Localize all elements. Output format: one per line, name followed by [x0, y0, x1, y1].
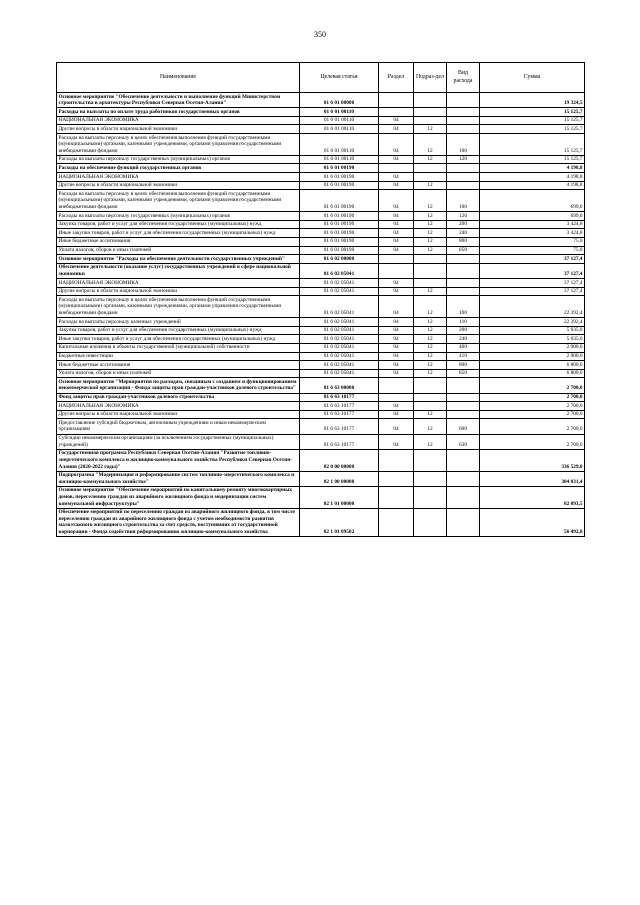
- row-subsection-cell: [414, 402, 447, 411]
- table-row: [57, 486, 585, 508]
- row-sum-cell: 5 035,0: [480, 335, 585, 344]
- row-name-cell: Основное мероприятие "Расходы на обеспечение деятельности государственных учреждений": [57, 255, 300, 264]
- row-kind-cell: [447, 116, 480, 125]
- row-code-cell: 01 6 01 00110: [300, 134, 379, 156]
- row-sum-cell: 6 800,0: [480, 361, 585, 370]
- table-row: [57, 220, 585, 229]
- row-subsection-cell: [414, 108, 447, 117]
- row-code-cell: 01 6 02 05041: [300, 343, 379, 352]
- row-code-cell: 02 1 01 09502: [300, 508, 379, 536]
- row-section-cell: [379, 108, 414, 117]
- row-subsection-cell: 12: [414, 229, 447, 238]
- table-row: [57, 287, 585, 296]
- row-sum-cell: 5 035,0: [480, 326, 585, 335]
- row-name-cell: Расходы на выплаты персоналу в целях обеспечения выполнения функций государственными (муниципальными) органами, казенными учреждениями, органами управления государственными внебюджетными фондами: [57, 134, 300, 156]
- row-code-cell: 02 1 00 00000: [300, 471, 379, 486]
- row-code-cell: 01 6 02 05041: [300, 287, 379, 296]
- row-name-cell: НАЦИОНАЛЬНАЯ ЭКОНОМИКА: [57, 116, 300, 125]
- row-sum-cell: 37 127,4: [480, 255, 585, 264]
- row-name-cell: НАЦИОНАЛЬНАЯ ЭКОНОМИКА: [57, 402, 300, 411]
- row-name-cell: Фонд защиты прав граждан-участников долевого строительства: [57, 393, 300, 402]
- row-kind-cell: [447, 108, 480, 117]
- row-sum-cell: 15 125,7: [480, 155, 585, 164]
- row-sum-cell: 3 424,8: [480, 229, 585, 238]
- row-code-cell: 01 6 01 00190: [300, 173, 379, 182]
- budget-table: [56, 62, 585, 537]
- row-kind-cell: [447, 378, 480, 393]
- row-section-cell: [379, 263, 414, 278]
- table-row: [57, 164, 585, 173]
- table-row: [57, 471, 585, 486]
- row-code-cell: 01 6 63 10177: [300, 393, 379, 402]
- row-kind-cell: [447, 93, 480, 108]
- row-code-cell: 01 6 01 00190: [300, 246, 379, 255]
- table-row: [57, 369, 585, 378]
- row-sum-cell: 2 700,0: [480, 419, 585, 434]
- row-code-cell: 01 6 63 10177: [300, 434, 379, 449]
- row-kind-cell: [447, 508, 480, 536]
- row-code-cell: 02 1 01 00000: [300, 486, 379, 508]
- row-name-cell: Предоставление субсидий бюджетным, автономным учреждениям и иным некоммерческим организациям: [57, 419, 300, 434]
- row-name-cell: Расходы на обеспечение функций государственных органов: [57, 164, 300, 173]
- row-subsection-cell: 12: [414, 181, 447, 190]
- row-name-cell: Государственная программа Республики Северная Осетия-Алания "Развитие топливно-энергетического комплекса и жилищно-коммунального хозяйства Республики Северная Осетия-Алания (2020-2022 годы)": [57, 449, 300, 471]
- row-name-cell: Капитальные вложения в объекты государственной (муниципальной) собственности: [57, 343, 300, 352]
- row-code-cell: 01 6 63 10177: [300, 419, 379, 434]
- row-sum-cell: 15 125,7: [480, 125, 585, 134]
- row-kind-cell: 240: [447, 229, 480, 238]
- row-subsection-cell: [414, 508, 447, 536]
- row-code-cell: 01 6 01 00190: [300, 181, 379, 190]
- row-kind-cell: [447, 393, 480, 402]
- row-subsection-cell: 12: [414, 434, 447, 449]
- row-name-cell: Расходы на выплаты персоналу государственных (муниципальных) органов: [57, 212, 300, 221]
- row-subsection-cell: 12: [414, 220, 447, 229]
- row-code-cell: 01 6 02 05041: [300, 352, 379, 361]
- row-kind-cell: 200: [447, 220, 480, 229]
- row-code-cell: 01 6 01 00000: [300, 93, 379, 108]
- row-section-cell: [379, 93, 414, 108]
- row-kind-cell: 800: [447, 237, 480, 246]
- row-section-cell: 04: [379, 181, 414, 190]
- row-name-cell: Иные закупки товаров, работ и услуг для обеспечения государственных (муниципальных) нужд: [57, 229, 300, 238]
- row-code-cell: 01 6 01 00190: [300, 237, 379, 246]
- table-row: [57, 93, 585, 108]
- row-name-cell: Обеспечение мероприятий по переселению граждан из аварийного жилищного фонда, в том числе переселению граждан из аварийного жилищного фонда с учетом необходимости развития малоэтажного жилищного строительства за счет средств, поступивших от государственной корпорации - Фонда содействия реформированию жилищно-коммунального хозяйства: [57, 508, 300, 536]
- table-row: [57, 246, 585, 255]
- row-subsection-cell: [414, 263, 447, 278]
- row-sum-cell: 2 700,0: [480, 378, 585, 393]
- row-sum-cell: 37 127,4: [480, 263, 585, 278]
- row-kind-cell: 110: [447, 318, 480, 327]
- row-kind-cell: [447, 181, 480, 190]
- row-section-cell: [379, 393, 414, 402]
- row-kind-cell: [447, 287, 480, 296]
- row-kind-cell: [447, 173, 480, 182]
- row-sum-cell: 2 700,0: [480, 393, 585, 402]
- row-section-cell: 04: [379, 343, 414, 352]
- row-section-cell: 04: [379, 155, 414, 164]
- row-name-cell: НАЦИОНАЛЬНАЯ ЭКОНОМИКА: [57, 279, 300, 288]
- row-kind-cell: 850: [447, 246, 480, 255]
- table-row: [57, 343, 585, 352]
- row-name-cell: Подпрограмма "Модернизация и реформирование систем топливно-энергетического комплекса и жилищно-коммунального хозяйства": [57, 471, 300, 486]
- row-section-cell: 04: [379, 134, 414, 156]
- row-kind-cell: [447, 410, 480, 419]
- row-name-cell: Расходы на выплаты персоналу в целях обеспечения выполнения функций государственными (муниципальными) органами, казенными учреждениями, органами управления государственными внебюджетными фондами: [57, 190, 300, 212]
- row-section-cell: 04: [379, 318, 414, 327]
- row-subsection-cell: 12: [414, 326, 447, 335]
- row-section-cell: 04: [379, 173, 414, 182]
- table-row: [57, 279, 585, 288]
- row-name-cell: Уплата налогов, сборов и иных платежей: [57, 246, 300, 255]
- table-row: [57, 378, 585, 393]
- row-section-cell: [379, 378, 414, 393]
- row-kind-cell: [447, 255, 480, 264]
- row-sum-cell: 75,0: [480, 237, 585, 246]
- table-row: [57, 449, 585, 471]
- row-sum-cell: 82 093,5: [480, 486, 585, 508]
- row-kind-cell: [447, 279, 480, 288]
- row-section-cell: 04: [379, 246, 414, 255]
- table-row: [57, 212, 585, 221]
- page-number: 350: [314, 30, 326, 39]
- row-code-cell: 01 6 02 05041: [300, 326, 379, 335]
- row-section-cell: 04: [379, 296, 414, 318]
- row-code-cell: 01 6 01 00110: [300, 125, 379, 134]
- row-subsection-cell: [414, 279, 447, 288]
- row-sum-cell: 4 198,8: [480, 181, 585, 190]
- table-row: [57, 173, 585, 182]
- table-row: [57, 326, 585, 335]
- row-code-cell: 01 6 01 00190: [300, 220, 379, 229]
- row-sum-cell: 2 700,0: [480, 410, 585, 419]
- row-kind-cell: 120: [447, 155, 480, 164]
- row-subsection-cell: 12: [414, 190, 447, 212]
- row-sum-cell: 699,0: [480, 190, 585, 212]
- row-kind-cell: [447, 125, 480, 134]
- row-kind-cell: 100: [447, 190, 480, 212]
- table-body: [57, 93, 585, 537]
- row-section-cell: 04: [379, 335, 414, 344]
- row-name-cell: Расходы на выплаты персоналу казенных учреждений: [57, 318, 300, 327]
- row-kind-cell: 630: [447, 434, 480, 449]
- row-kind-cell: [447, 164, 480, 173]
- row-kind-cell: 100: [447, 134, 480, 156]
- row-subsection-cell: [414, 116, 447, 125]
- row-name-cell: Закупка товаров, работ и услуг для обеспечения государственных (муниципальных) нужд: [57, 220, 300, 229]
- table-row: [57, 229, 585, 238]
- row-section-cell: 04: [379, 212, 414, 221]
- row-kind-cell: 100: [447, 296, 480, 318]
- header-section: Раздел: [379, 63, 414, 93]
- header-code: Целевая статья: [300, 63, 379, 93]
- row-name-cell: Уплата налогов, сборов и иных платежей: [57, 369, 300, 378]
- row-code-cell: 01 6 01 00190: [300, 229, 379, 238]
- row-kind-cell: 200: [447, 326, 480, 335]
- row-sum-cell: 2 900,0: [480, 352, 585, 361]
- row-subsection-cell: 12: [414, 155, 447, 164]
- row-sum-cell: 19 324,5: [480, 93, 585, 108]
- row-kind-cell: 120: [447, 212, 480, 221]
- row-sum-cell: 37 127,4: [480, 287, 585, 296]
- row-code-cell: 01 6 02 05041: [300, 279, 379, 288]
- table-row: [57, 237, 585, 246]
- row-kind-cell: 600: [447, 419, 480, 434]
- row-name-cell: Субсидии некоммерческим организациям (за исключением государственных (муниципальных) учреждений): [57, 434, 300, 449]
- row-subsection-cell: [414, 255, 447, 264]
- row-code-cell: 01 6 02 05041: [300, 361, 379, 370]
- row-sum-cell: 2 700,0: [480, 434, 585, 449]
- table-row: [57, 155, 585, 164]
- row-sum-cell: 304 031,4: [480, 471, 585, 486]
- row-section-cell: 04: [379, 116, 414, 125]
- row-code-cell: 01 6 02 05041: [300, 296, 379, 318]
- row-subsection-cell: [414, 449, 447, 471]
- row-code-cell: 02 0 00 00000: [300, 449, 379, 471]
- row-name-cell: Расходы на выплаты по оплате труда работников государственных органов: [57, 108, 300, 117]
- row-subsection-cell: [414, 486, 447, 508]
- row-subsection-cell: [414, 378, 447, 393]
- row-sum-cell: 4 198,8: [480, 164, 585, 173]
- table-row: [57, 361, 585, 370]
- row-subsection-cell: [414, 173, 447, 182]
- row-sum-cell: 15 125,7: [480, 116, 585, 125]
- row-section-cell: 04: [379, 419, 414, 434]
- row-code-cell: 01 6 02 00000: [300, 255, 379, 264]
- row-sum-cell: 37 127,4: [480, 279, 585, 288]
- table-row: [57, 318, 585, 327]
- row-code-cell: 01 6 01 00190: [300, 190, 379, 212]
- row-sum-cell: 2 900,0: [480, 343, 585, 352]
- row-section-cell: [379, 164, 414, 173]
- row-code-cell: 01 6 63 00000: [300, 378, 379, 393]
- row-name-cell: Другие вопросы в области национальной экономики: [57, 287, 300, 296]
- row-code-cell: 01 6 01 00110: [300, 155, 379, 164]
- table-row: [57, 181, 585, 190]
- row-name-cell: Иные закупки товаров, работ и услуг для обеспечения государственных (муниципальных) нужд: [57, 335, 300, 344]
- row-sum-cell: 699,0: [480, 212, 585, 221]
- table-row: [57, 402, 585, 411]
- row-section-cell: [379, 449, 414, 471]
- table-row: [57, 296, 585, 318]
- table-row: [57, 352, 585, 361]
- row-section-cell: [379, 255, 414, 264]
- table-row: [57, 263, 585, 278]
- row-kind-cell: [447, 263, 480, 278]
- row-section-cell: 04: [379, 237, 414, 246]
- row-kind-cell: 850: [447, 369, 480, 378]
- row-section-cell: [379, 508, 414, 536]
- row-name-cell: Обеспечение деятельности (оказание услуг) государственных учреждений в сфере национальной экономики: [57, 263, 300, 278]
- row-name-cell: Иные бюджетные ассигнования: [57, 237, 300, 246]
- table-row: [57, 335, 585, 344]
- table-row: [57, 393, 585, 402]
- row-sum-cell: 2 700,0: [480, 402, 585, 411]
- row-sum-cell: 4 198,8: [480, 173, 585, 182]
- table-row: [57, 190, 585, 212]
- row-subsection-cell: 12: [414, 361, 447, 370]
- row-code-cell: 01 6 02 05041: [300, 263, 379, 278]
- row-sum-cell: 6 800,0: [480, 369, 585, 378]
- row-section-cell: [379, 471, 414, 486]
- row-name-cell: Другие вопросы в области национальной экономики: [57, 181, 300, 190]
- row-name-cell: Расходы на выплаты персоналу государственных (муниципальных) органов: [57, 155, 300, 164]
- row-code-cell: 01 6 63 10177: [300, 402, 379, 411]
- row-code-cell: 01 6 02 05041: [300, 369, 379, 378]
- row-section-cell: 04: [379, 434, 414, 449]
- row-name-cell: Закупка товаров, работ и услуг для обеспечения государственных (муниципальных) нужд: [57, 326, 300, 335]
- table-row: [57, 419, 585, 434]
- row-name-cell: Основное мероприятие "Обеспечение мероприятий по капитальному ремонту многоквартирных домов, переселению граждан из аварийного жилищного фонда и модернизации систем коммунальной инфраструктуры": [57, 486, 300, 508]
- header-kind: Вид расхода: [447, 63, 480, 93]
- row-sum-cell: 15 125,7: [480, 134, 585, 156]
- row-subsection-cell: 12: [414, 335, 447, 344]
- row-kind-cell: 800: [447, 361, 480, 370]
- row-subsection-cell: 12: [414, 318, 447, 327]
- table-row: [57, 134, 585, 156]
- row-subsection-cell: 12: [414, 296, 447, 318]
- row-subsection-cell: 12: [414, 343, 447, 352]
- row-kind-cell: 240: [447, 335, 480, 344]
- row-subsection-cell: [414, 393, 447, 402]
- row-subsection-cell: 12: [414, 237, 447, 246]
- row-name-cell: Иные бюджетные ассигнования: [57, 361, 300, 370]
- row-kind-cell: [447, 402, 480, 411]
- row-code-cell: 01 6 01 00110: [300, 108, 379, 117]
- row-section-cell: 04: [379, 279, 414, 288]
- row-name-cell: Основное мероприятие "Обеспечение деятельности и выполнение функций Министерством строительства и архитектуры Республики Северная Осетия-Алания": [57, 93, 300, 108]
- row-kind-cell: [447, 449, 480, 471]
- row-section-cell: 04: [379, 287, 414, 296]
- row-subsection-cell: 12: [414, 246, 447, 255]
- row-subsection-cell: [414, 93, 447, 108]
- row-subsection-cell: 12: [414, 410, 447, 419]
- row-subsection-cell: 12: [414, 369, 447, 378]
- row-kind-cell: [447, 471, 480, 486]
- row-section-cell: [379, 486, 414, 508]
- row-name-cell: Другие вопросы в области национальной экономики: [57, 125, 300, 134]
- row-sum-cell: 22 392,4: [480, 296, 585, 318]
- row-section-cell: 04: [379, 190, 414, 212]
- row-sum-cell: 56 492,8: [480, 508, 585, 536]
- table-row: [57, 410, 585, 419]
- table-row: [57, 434, 585, 449]
- header-name: Наименование: [57, 63, 300, 93]
- row-sum-cell: 3 424,8: [480, 220, 585, 229]
- row-code-cell: 01 6 01 00190: [300, 212, 379, 221]
- row-section-cell: 04: [379, 229, 414, 238]
- row-kind-cell: [447, 486, 480, 508]
- row-subsection-cell: 12: [414, 419, 447, 434]
- row-subsection-cell: 12: [414, 212, 447, 221]
- row-code-cell: 01 6 02 05041: [300, 335, 379, 344]
- row-code-cell: 01 6 01 00190: [300, 164, 379, 173]
- row-section-cell: 04: [379, 220, 414, 229]
- row-section-cell: 04: [379, 410, 414, 419]
- table-row: [57, 108, 585, 117]
- row-subsection-cell: 12: [414, 352, 447, 361]
- header-subsection: Подраз-дел: [414, 63, 447, 93]
- row-name-cell: Расходы на выплаты персоналу в целях обеспечения выполнения функций государственными (муниципальными) органами, казенными учреждениями, органами управления государственными внебюджетными фондами: [57, 296, 300, 318]
- row-section-cell: 04: [379, 125, 414, 134]
- row-name-cell: Бюджетные инвестиции: [57, 352, 300, 361]
- row-sum-cell: 15 125,7: [480, 108, 585, 117]
- row-section-cell: 04: [379, 326, 414, 335]
- row-section-cell: 04: [379, 352, 414, 361]
- row-subsection-cell: [414, 164, 447, 173]
- row-subsection-cell: 12: [414, 287, 447, 296]
- row-kind-cell: 410: [447, 352, 480, 361]
- row-sum-cell: 22 392,4: [480, 318, 585, 327]
- row-code-cell: 01 6 63 10177: [300, 410, 379, 419]
- row-name-cell: Другие вопросы в области национальной экономики: [57, 410, 300, 419]
- table-row: [57, 508, 585, 536]
- row-code-cell: 01 6 02 05041: [300, 318, 379, 327]
- row-subsection-cell: 12: [414, 134, 447, 156]
- row-sum-cell: 336 529,0: [480, 449, 585, 471]
- row-subsection-cell: 12: [414, 125, 447, 134]
- row-name-cell: Основное мероприятие "Мероприятия по расходам, связанным с созданием и функционированием некоммерческой организации - Фонда защиты прав граждан-участников долевого строительства": [57, 378, 300, 393]
- table-header-row: [57, 63, 585, 93]
- header-sum: Сумма: [480, 63, 585, 93]
- table-row: [57, 116, 585, 125]
- row-subsection-cell: [414, 471, 447, 486]
- row-sum-cell: 75,0: [480, 246, 585, 255]
- table-row: [57, 125, 585, 134]
- row-section-cell: 04: [379, 369, 414, 378]
- table-row: [57, 255, 585, 264]
- row-section-cell: 04: [379, 361, 414, 370]
- row-section-cell: 04: [379, 402, 414, 411]
- row-kind-cell: 400: [447, 343, 480, 352]
- row-code-cell: 01 6 01 00110: [300, 116, 379, 125]
- row-name-cell: НАЦИОНАЛЬНАЯ ЭКОНОМИКА: [57, 173, 300, 182]
